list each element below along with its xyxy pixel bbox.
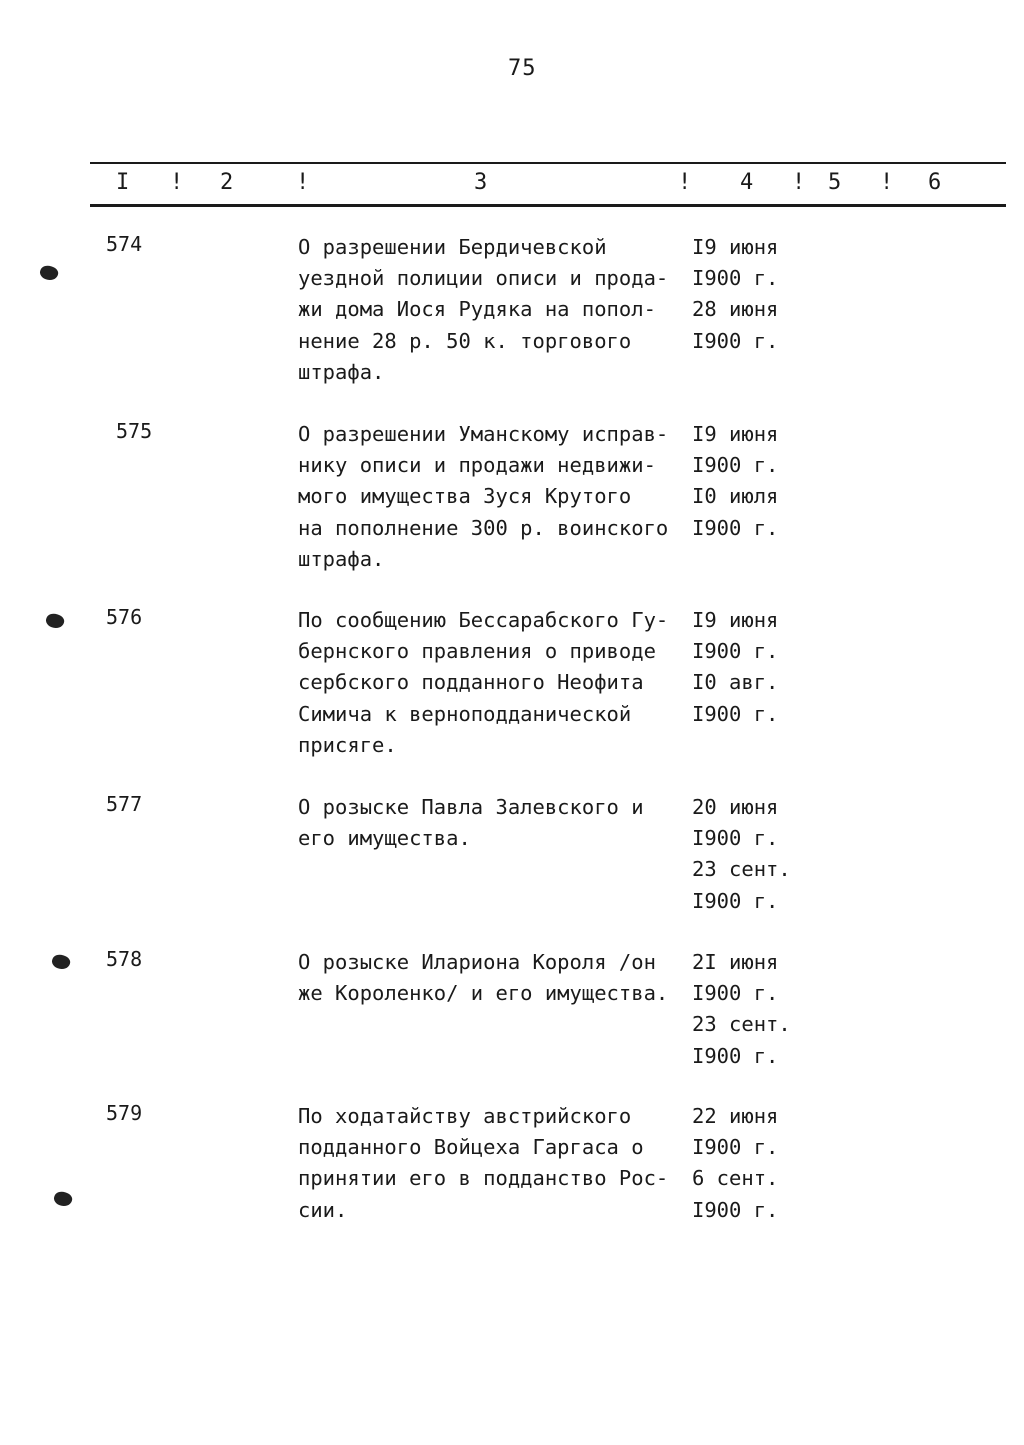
- punch-hole-mark: [52, 1189, 74, 1208]
- table-header: [0, 170, 1024, 196]
- header-separator: !: [170, 170, 184, 195]
- entry-dates: 22 июня I900 г. 6 сент. I900 г.: [692, 1104, 779, 1222]
- punch-hole-mark: [38, 263, 60, 282]
- entry-description: По сообщению Бессарабского Гу- бернского правления о приводе сербского подданного Неофита Симича к верноподданической присяге.: [298, 608, 669, 757]
- header-col-3: 3: [474, 170, 488, 195]
- entry-number: 578: [106, 947, 143, 971]
- header-separator: !: [678, 170, 692, 195]
- header-col-1: I: [116, 170, 130, 195]
- entry-dates: I9 июня I900 г. I0 июля I900 г.: [692, 422, 779, 540]
- entry-number: 579: [106, 1101, 143, 1125]
- table-top-rule: [90, 162, 1006, 164]
- entry-number: 574: [106, 232, 143, 256]
- entry-dates: 2I июня I900 г. 23 сент. I900 г.: [692, 950, 791, 1068]
- entry-dates: I9 июня I900 г. 28 июня I900 г.: [692, 235, 779, 353]
- header-separator: !: [880, 170, 894, 195]
- entry-description: О разрешении Уманскому исправ- нику описи и продажи недвижи- мого имущества Зуся Крутого на пополнение 300 р. воинского штрафа.: [298, 422, 669, 571]
- header-col-2: 2: [220, 170, 234, 195]
- header-col-6: 6: [928, 170, 942, 195]
- header-col-5: 5: [828, 170, 842, 195]
- header-separator: !: [792, 170, 806, 195]
- punch-hole-mark: [44, 611, 66, 630]
- entry-dates: I9 июня I900 г. I0 авг. I900 г.: [692, 608, 779, 726]
- entry-dates: 20 июня I900 г. 23 сент. I900 г.: [692, 795, 791, 913]
- entry-number: 575: [116, 419, 153, 443]
- entry-number: 576: [106, 605, 143, 629]
- entry-description: О розыске Илариона Короля /он же Короленко/ и его имущества.: [298, 950, 669, 1006]
- page-number: 75: [508, 56, 537, 81]
- header-separator: !: [296, 170, 310, 195]
- punch-hole-mark: [50, 952, 72, 971]
- entry-number: 577: [106, 792, 143, 816]
- table-header-rule: [90, 204, 1006, 207]
- header-col-4: 4: [740, 170, 754, 195]
- entry-description: О розыске Павла Залевского и его имущества.: [298, 795, 644, 851]
- entry-description: О разрешении Бердичевской уездной полиции описи и прода- жи дома Иося Рудяка на попол- нение 28 р. 50 к. торгового штрафа.: [298, 235, 669, 384]
- entry-description: По ходатайству австрийского подданного Войцеха Гаргаса о принятии его в подданство Рос- сии.: [298, 1104, 669, 1222]
